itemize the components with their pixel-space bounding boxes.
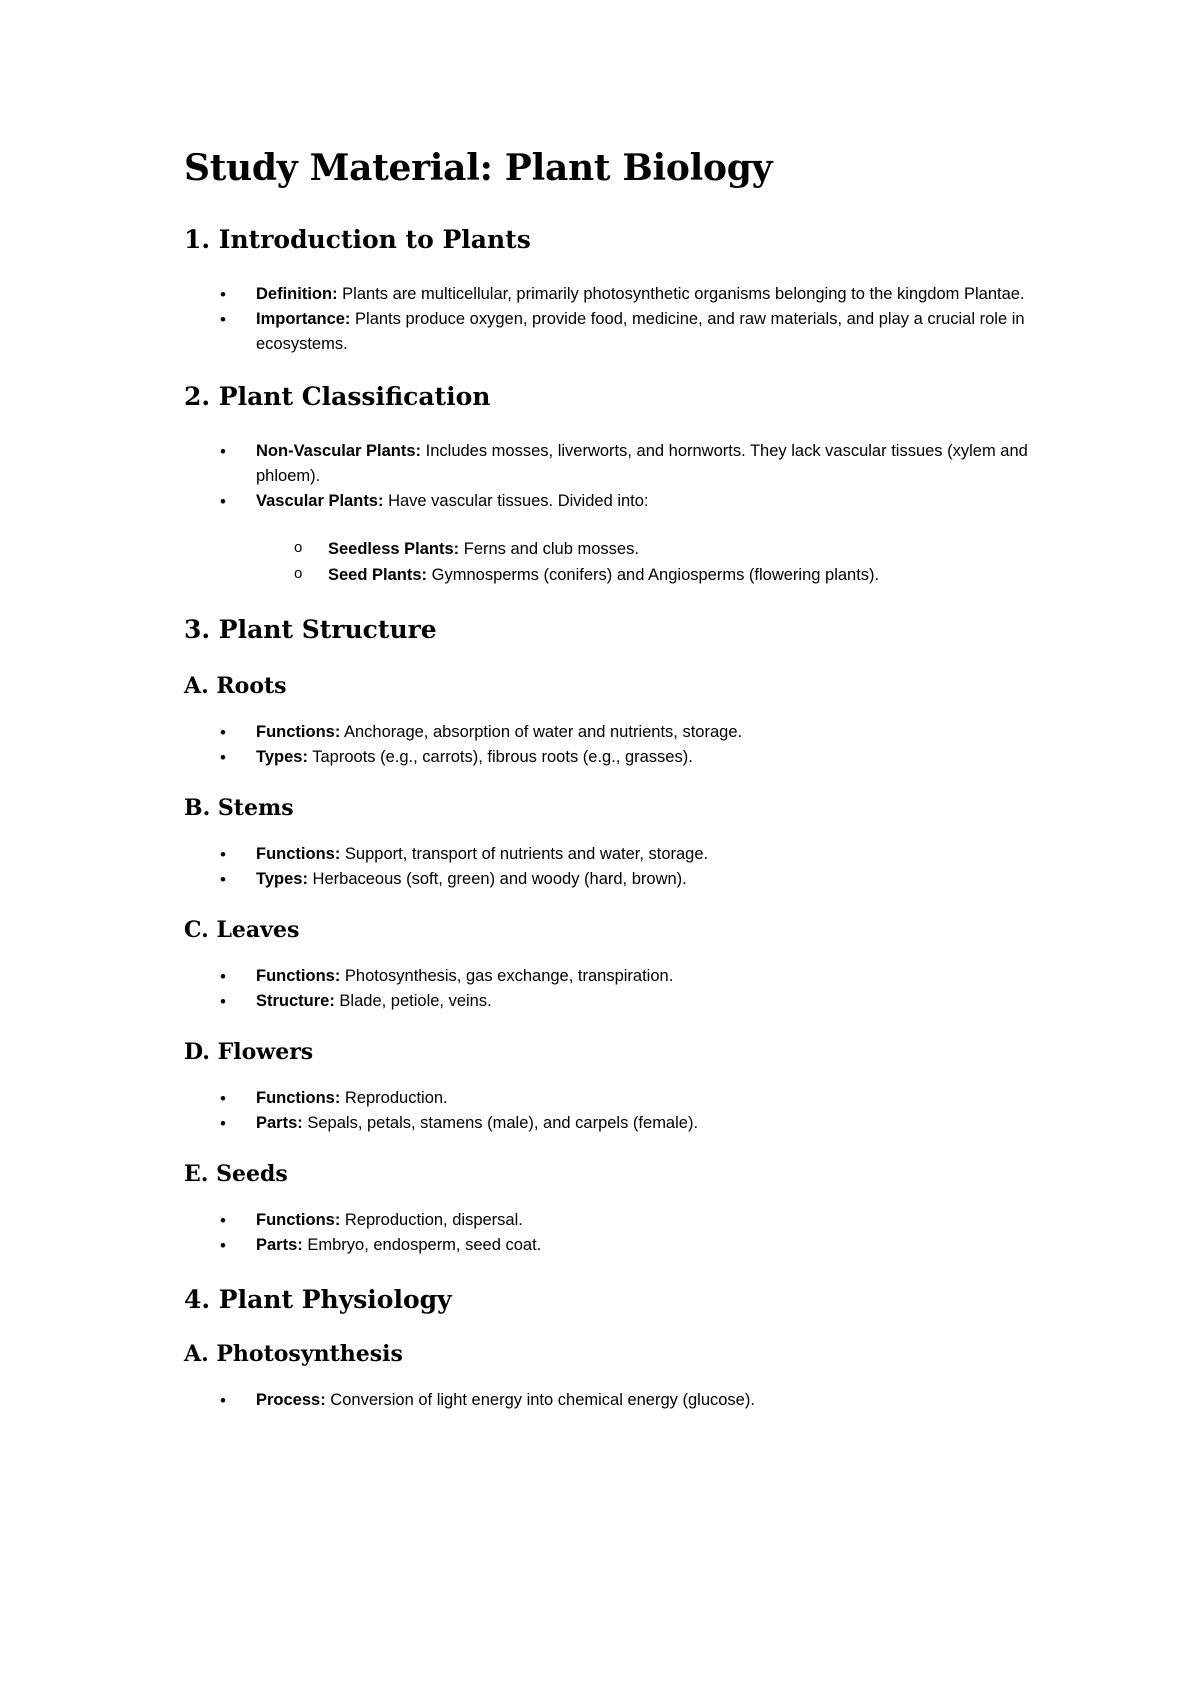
- item-label: Seedless Plants:: [328, 540, 460, 558]
- seeds-list: [184, 1208, 1050, 1258]
- vascular-sublist: [184, 536, 1050, 588]
- item-text: Reproduction, dispersal.: [340, 1211, 523, 1229]
- list-item: [256, 307, 1050, 357]
- item-text: Blade, petiole, veins.: [334, 992, 492, 1010]
- item-text: Includes mosses, liverworts, and hornworts. They lack vascular tissues (xylem and phloem).: [256, 442, 1028, 485]
- list-item: [256, 842, 1050, 867]
- subsection-heading-photosynthesis: A. Photosynthesis: [184, 1341, 403, 1367]
- item-text: Embryo, endosperm, seed coat.: [302, 1236, 542, 1254]
- subsection-heading-flowers: D. Flowers: [184, 1039, 314, 1065]
- roots-list: [184, 720, 1050, 770]
- section-heading-structure: 3. Plant Structure: [184, 615, 437, 644]
- sub-list-item: [328, 562, 1050, 588]
- item-text: Ferns and club mosses.: [459, 540, 639, 558]
- subsection-heading-roots: A. Roots: [184, 673, 287, 699]
- item-label: Seed Plants:: [328, 566, 428, 584]
- leaves-list: [184, 964, 1050, 1014]
- list-item: [256, 964, 1050, 989]
- list-item: [256, 1233, 1050, 1258]
- section-heading-introduction: 1. Introduction to Plants: [184, 225, 531, 254]
- item-text: Herbaceous (soft, green) and woody (hard, brown).: [307, 870, 687, 888]
- item-text: Gymnosperms (conifers) and Angiosperms (flowering plants).: [427, 566, 880, 584]
- item-text: Plants are multicellular, primarily photosynthetic organisms belonging to the kingdom Plantae.: [337, 285, 1025, 303]
- section-heading-physiology: 4. Plant Physiology: [184, 1285, 452, 1314]
- item-text: Have vascular tissues. Divided into:: [383, 492, 649, 510]
- item-text: Taproots (e.g., carrots), fibrous roots (e.g., grasses).: [307, 748, 693, 766]
- list-item: [256, 745, 1050, 770]
- list-item: [256, 1388, 1050, 1413]
- item-label: Types:: [256, 870, 308, 888]
- item-label: Definition:: [256, 285, 338, 303]
- sub-list-item: [328, 536, 1050, 562]
- item-label: Importance:: [256, 310, 351, 328]
- item-label: Functions:: [256, 845, 341, 863]
- list-item: [256, 867, 1050, 892]
- item-label: Structure:: [256, 992, 335, 1010]
- item-label: Types:: [256, 748, 308, 766]
- list-item: [256, 1111, 1050, 1136]
- list-item: [256, 1208, 1050, 1233]
- list-item: [256, 1086, 1050, 1111]
- item-text: Photosynthesis, gas exchange, transpiration.: [340, 967, 674, 985]
- item-text: Anchorage, absorption of water and nutrients, storage.: [340, 723, 743, 741]
- list-item: [256, 439, 1050, 489]
- item-text: Plants produce oxygen, provide food, medicine, and raw materials, and play a crucial role in ecosystems.: [256, 310, 1025, 353]
- item-label: Functions:: [256, 1089, 341, 1107]
- stems-list: [184, 842, 1050, 892]
- item-label: Functions:: [256, 723, 341, 741]
- classification-list: [184, 439, 1050, 514]
- introduction-list: [184, 282, 1050, 357]
- item-label: Functions:: [256, 1211, 341, 1229]
- item-label: Non-Vascular Plants:: [256, 442, 422, 460]
- item-label: Parts:: [256, 1114, 303, 1132]
- list-item: [256, 489, 1050, 514]
- item-label: Process:: [256, 1391, 326, 1409]
- item-label: Functions:: [256, 967, 341, 985]
- document-title: Study Material: Plant Biology: [184, 147, 773, 189]
- item-text: Reproduction.: [340, 1089, 448, 1107]
- item-text: Sepals, petals, stamens (male), and carpels (female).: [302, 1114, 699, 1132]
- item-label: Vascular Plants:: [256, 492, 384, 510]
- flowers-list: [184, 1086, 1050, 1136]
- subsection-heading-seeds: E. Seeds: [184, 1161, 288, 1187]
- list-item: [256, 989, 1050, 1014]
- item-label: Parts:: [256, 1236, 303, 1254]
- item-text: Conversion of light energy into chemical energy (glucose).: [325, 1391, 755, 1409]
- photosynthesis-list: [184, 1388, 1050, 1413]
- subsection-heading-leaves: C. Leaves: [184, 917, 300, 943]
- list-item: [256, 720, 1050, 745]
- subsection-heading-stems: B. Stems: [184, 795, 294, 821]
- section-heading-classification: 2. Plant Classification: [184, 382, 491, 411]
- list-item: [256, 282, 1050, 307]
- item-text: Support, transport of nutrients and water, storage.: [340, 845, 709, 863]
